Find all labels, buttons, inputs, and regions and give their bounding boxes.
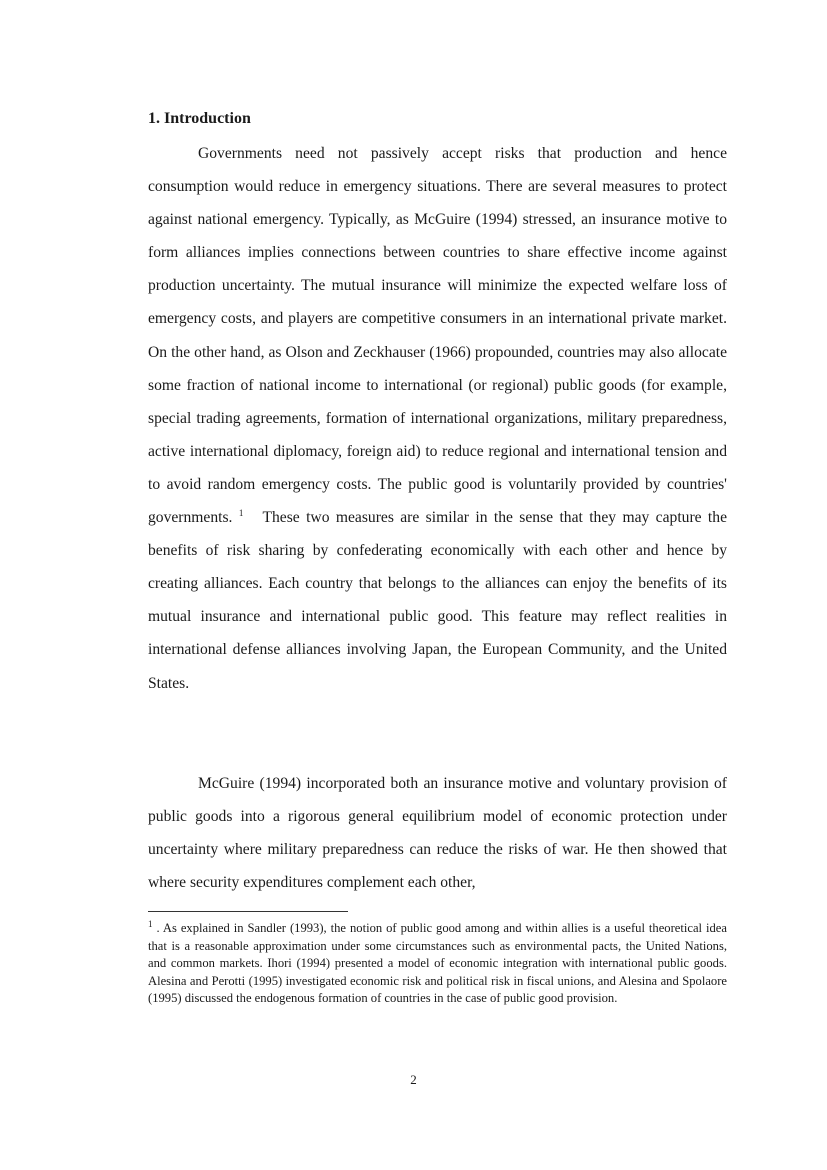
footnote-text: . As explained in Sandler (1993), the notion of public good among and within allies is a useful theoretical idea that is a reasonable approximation under some circumstances such as environmental pacts, the United Nations, and common markets. Ihori (1994) presented a model of economic integration with international public goods. Alesina and Perotti (1995) investigated economic risk and political risk in fiscal unions, and Alesina and Spolaore (1995) discussed the endogenous formation of countries in the case of public good provision. — [148, 921, 727, 1006]
paragraph-2: McGuire (1994) incorporated both an insurance motive and voluntary provision of public goods into a rigorous general equilibrium model of economic protection under uncertainty where military preparedness can reduce the risks of war. He then showed that where security expenditures complement each other, — [148, 775, 727, 892]
section-heading: 1. Introduction — [148, 110, 251, 127]
paragraph-1-continuation: These two measures are similar in the sense that they may capture the benefits of risk sharing by confederating economically with each other and hence by creating alliances. Each country that belongs to the alliances can enjoy the benefits of its mutual insurance and international public good. This feature may reflect realities in international defense alliances involving Japan, the European Community, and the United States. — [148, 509, 727, 692]
footnote-separator — [148, 911, 348, 912]
paragraph-1 — [148, 137, 727, 700]
footnote — [148, 920, 727, 1008]
footnote-marker: 1 — [148, 918, 153, 929]
paragraph-1-text: Governments need not passively accept risks that production and hence consumption would reduce in emergency situations. There are several measures to protect against national emergency. Typically, as McGuire (1994) stressed, an insurance motive to form alliances implies connections between countries to share effective income against production uncertainty. The mutual insurance will minimize the expected welfare loss of emergency costs, and players are competitive consumers in an international private market. On the other hand, as Olson and Zeckhauser (1966) propounded, countries may also allocate some fraction of national income to international (or regional) public goods (for example, special trading agreements, formation of international organizations, military preparedness, active international diplomacy, foreign aid) to reduce regional and international tension and to avoid random emergency costs. The public good is voluntarily provided by countries' governments. — [148, 145, 727, 527]
page-number: 2 — [410, 1072, 417, 1087]
footnote-reference-mark: 1 — [238, 507, 244, 518]
